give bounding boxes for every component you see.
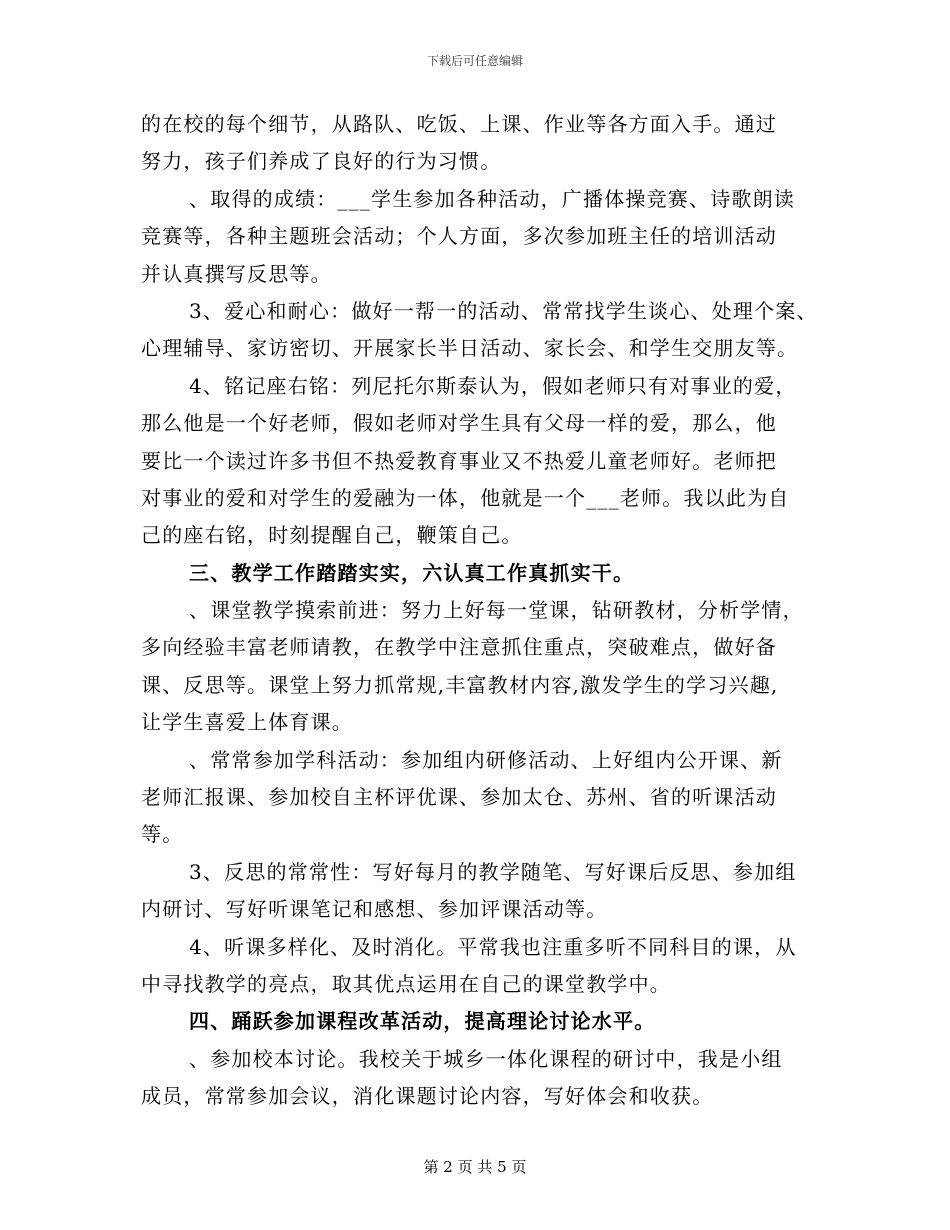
- text-line: 努力，孩子们养成了良好的行为习惯。: [141, 149, 502, 174]
- text-line: 内研讨、写好听课笔记和感想、参加评课活动等。: [141, 897, 608, 922]
- text-line: 、取得的成绩：___学生参加各种活动，广播体操竞赛、诗歌朗读: [189, 186, 795, 211]
- text-line: 成员，常常参加会议，消化课题讨论内容，写好体会和收获。: [141, 1084, 714, 1109]
- text-line: 对事业的爱和对学生的爱融为一体，他就是一个___老师。我以此为自: [141, 485, 790, 510]
- text-line: 3、反思的常常性：写好每月的教学随笔、写好课后反思、参加组: [189, 859, 797, 884]
- text-line: 己的座右铭，时刻提醒自己，鞭策自己。: [141, 523, 523, 548]
- text-line: 、常常参加学科活动：参加组内研修活动、上好组内公开课、新: [189, 747, 783, 772]
- document-body: [141, 106, 831, 1116]
- text-line: 等。: [141, 822, 184, 847]
- text-line: 要比一个读过许多书但不热爱教育事业又不热爱儿童老师好。老师把: [141, 448, 777, 473]
- text-line: 、课堂教学摸索前进：努力上好每一堂课，钻研教材，分析学情，: [189, 598, 804, 623]
- text-line: 课、反思等。课堂上努力抓常规,丰富教材内容,激发学生的学习兴趣,: [141, 672, 779, 697]
- text-line: 老师汇报课、参加校自主杯评优课、参加太仓、苏州、省的听课活动: [141, 785, 777, 810]
- text-line: 心理辅导、家访密切、开展家长半日活动、家长会、和学生交朋友等。: [141, 336, 799, 361]
- section-heading: 三、教学工作踏踏实实，六认真工作真抓实干。: [189, 560, 635, 585]
- page-footer: 第 2 页 共 5 页: [423, 1158, 527, 1176]
- text-line: 3、爱心和耐心：做好一帮一的活动、常常找学生谈心、处理个案、: [189, 298, 818, 323]
- text-line: 中寻找教学的亮点，取其优点运用在自己的课堂教学中。: [141, 971, 671, 996]
- text-line: 4、铭记座右铭：列尼托尔斯泰认为，假如老师只有对事业的爱，: [189, 373, 797, 398]
- text-line: 4、听课多样化、及时消化。平常我也注重多听不同科目的课，从: [189, 934, 797, 959]
- text-line: 那么他是一个好老师，假如老师对学生具有父母一样的爱，那么，他: [141, 411, 777, 436]
- text-line: 竞赛等，各种主题班会活动；个人方面，多次参加班主任的培训活动: [141, 224, 777, 249]
- text-line: 让学生喜爱上体育课。: [141, 710, 353, 735]
- text-line: 、参加校本讨论。我校关于城乡一体化课程的研讨中，我是小组: [189, 1046, 783, 1071]
- section-heading: 四、踊跃参加课程改革活动，提高理论讨论水平。: [189, 1009, 656, 1034]
- text-line: 多向经验丰富老师请教，在教学中注意抓住重点，突破难点，做好备: [141, 635, 777, 660]
- text-line: 并认真撰写反思等。: [141, 261, 332, 286]
- page-header: 下载后可任意编辑: [426, 54, 523, 68]
- text-line: 的在校的每个细节，从路队、吃饭、上课、作业等各方面入手。通过: [141, 112, 777, 136]
